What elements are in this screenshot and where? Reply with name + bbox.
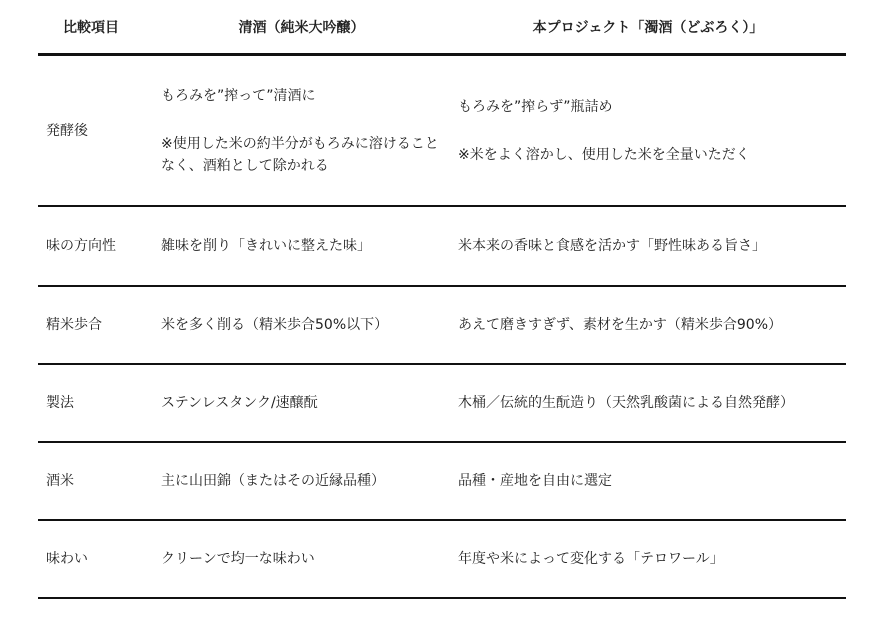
- table-header: [38, 0, 846, 55]
- comparison-table: [38, 0, 846, 599]
- seishu-ferment-text: もろみを”搾って”清酒に: [161, 87, 316, 104]
- row-label-ferment: 発酵後: [38, 55, 153, 207]
- row-label-method: 製法: [38, 364, 153, 442]
- seishu-cell-method: ステンレスタンク/速醸酛: [153, 364, 450, 442]
- seishu-cell-taste-direction: 雑味を削り「きれいに整えた味」: [153, 206, 450, 286]
- doburoku-ferment-note: ※米をよく溶かし、使用した米を全量いただく: [458, 146, 750, 163]
- header-row: [38, 0, 846, 55]
- row-label-polishing-ratio: 精米歩合: [38, 286, 153, 364]
- seishu-ferment-note: ※使用した米の約半分がもろみに溶けることなく、酒粕として除かれる: [161, 135, 439, 174]
- table-row: [38, 286, 846, 364]
- seishu-cell-sake-rice: 主に山田錦（またはその近縁品種）: [153, 442, 450, 520]
- header-comparison-item: 比較項目: [38, 0, 153, 55]
- doburoku-cell-ferment: [450, 55, 846, 207]
- seishu-cell-ferment: [153, 55, 450, 207]
- doburoku-cell-flavor: 年度や米によって変化する「テロワール」: [450, 520, 846, 598]
- table-row: [38, 364, 846, 442]
- table-row: [38, 520, 846, 598]
- doburoku-ferment-text: もろみを”搾らず”瓶詰め: [458, 98, 613, 115]
- header-doburoku: 本プロジェクト「濁酒（どぶろく）」: [450, 0, 846, 55]
- table-row: [38, 442, 846, 520]
- table-body: [38, 55, 846, 599]
- seishu-cell-polishing-ratio: 米を多く削る（精米歩合50%以下）: [153, 286, 450, 364]
- doburoku-cell-taste-direction: 米本来の香味と食感を活かす「野性味ある旨さ」: [450, 206, 846, 286]
- table-row: [38, 206, 846, 286]
- table-row: [38, 55, 846, 207]
- row-label-taste-direction: 味の方向性: [38, 206, 153, 286]
- doburoku-cell-sake-rice: 品種・産地を自由に選定: [450, 442, 846, 520]
- row-label-sake-rice: 酒米: [38, 442, 153, 520]
- doburoku-cell-method: 木桶／伝統的生酛造り（天然乳酸菌による自然発酵）: [450, 364, 846, 442]
- header-seishu: 清酒（純米大吟醸）: [153, 0, 450, 55]
- seishu-cell-flavor: クリーンで均一な味わい: [153, 520, 450, 598]
- row-label-flavor: 味わい: [38, 520, 153, 598]
- doburoku-cell-polishing-ratio: あえて磨きすぎず、素材を生かす（精米歩合90%）: [450, 286, 846, 364]
